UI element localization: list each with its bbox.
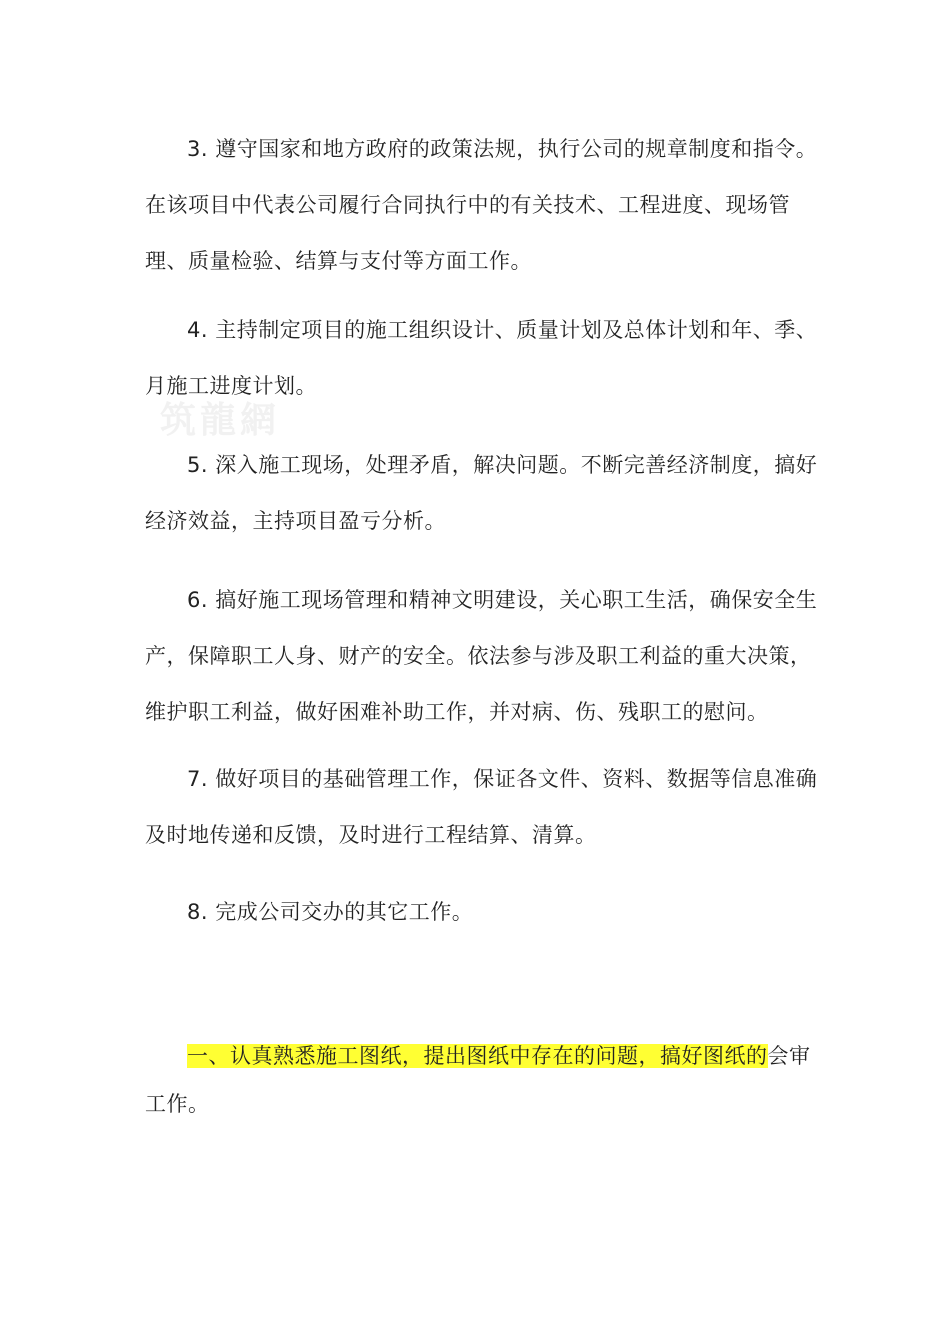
highlighted-text: 一、认真熟悉施工图纸，提出图纸中存在的问题，搞好图纸的 xyxy=(187,1044,768,1068)
paragraph-item-3: 3. 遵守国家和地方政府的政策法规，执行公司的规章制度和指令。在该项目中代表公司履行合同执行中的有关技术、工程进度、现场管理、质量检验、结算与支付等方面工作。 xyxy=(145,137,818,273)
paragraph-item-4: 4. 主持制定项目的施工组织设计、质量计划及总体计划和年、季、月施工进度计划。 xyxy=(145,318,818,398)
paragraph-item-6: 6. 搞好施工现场管理和精神文明建设，关心职工生活，确保安全生产，保障职工人身、财产的安全。依法参与涉及职工利益的重大决策，维护职工利益，做好困难补助工作，并对病、伤、残职工的慰问。 xyxy=(145,588,818,724)
watermark-logo: 筑龍網 xyxy=(160,399,281,441)
section-heading-paragraph xyxy=(145,1032,825,1128)
paragraph-item-8: 8. 完成公司交办的其它工作。 xyxy=(187,900,474,924)
paragraph-item-7: 7. 做好项目的基础管理工作，保证各文件、资料、数据等信息准确及时地传递和反馈，及时进行工程结算、清算。 xyxy=(145,767,818,847)
paragraph-item-5: 5. 深入施工现场，处理矛盾，解决问题。不断完善经济制度，搞好经济效益，主持项目盈亏分析。 xyxy=(145,453,818,533)
section-text-rest: 会审工作。 xyxy=(145,1044,811,1116)
